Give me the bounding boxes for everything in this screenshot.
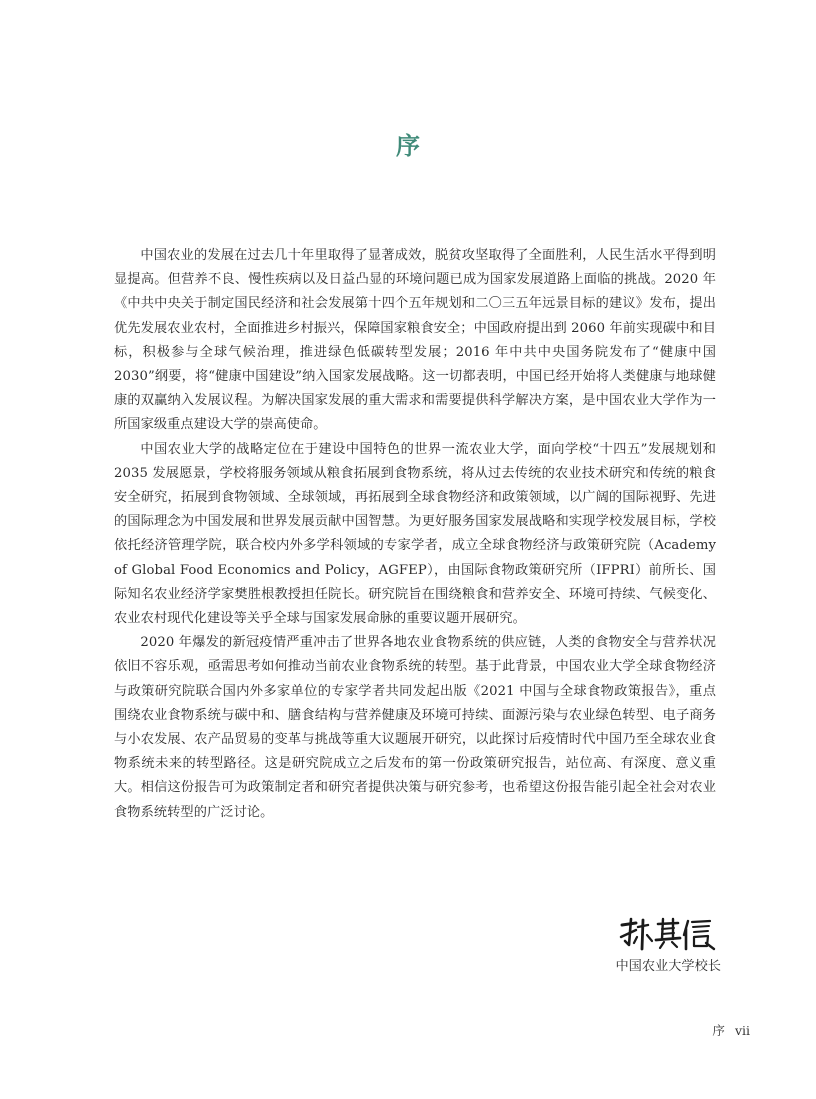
signer-title: 中国农业大学校长 bbox=[615, 959, 721, 974]
paragraph-3: 2020 年爆发的新冠疫情严重冲击了世界各地农业食物系统的供应链，人类的食物安全与营养状况依旧不容乐观，亟需思考如何推动当前农业食物系统的转型。基于此背景，中国农业大学全球食物经济与政策研究院联合国内外多家单位的专家学者共同发起出版《2021 中国与全球食物政策报告》，重点围绕农业食物系统与碳中和、膳食结构与营养健康及环境可持续、面源污染与农业绿色转型、电子商务与小农发展、农产品贸易的变革与挑战等重大议题展开研究，以此探讨后疫情时代中国乃至全球农业食物系统未来的转型路径。这是研究院成立之后发布的第一份政策研究报告，站位高、有深度、意义重大。相信这份报告可为政策制定者和研究者提供决策与研究参考，也希望这份报告能引起全社会对农业食物系统转型的广泛讨论。 bbox=[114, 635, 716, 820]
handwritten-signature bbox=[618, 915, 718, 955]
page-footer bbox=[712, 1022, 750, 1040]
paragraph-2: 中国农业大学的战略定位在于建设中国特色的世界一流农业大学，面向学校“十四五”发展规划和 2035 发展愿景，学校将服务领域从粮食拓展到食物系统，将从过去传统的农业技术研究和传统的粮食安全研究，拓展到食物领域、全球领域，再拓展到全球食物经济和政策领域，以广阔的国际视野、先进的国际理念为中国发展和世界发展贡献中国智慧。为更好服务国家发展战略和实现学校发展目标，学校依托经济管理学院，联合校内外多学科领域的专家学者，成立全球食物经济与政策研究院（Academy of Global Food Economics and Policy，AGFEP），由国际食物政策研究所（IFPRI）前所长、国际知名农业经济学家樊胜根教授担任院长。研究院旨在围绕粮食和营养安全、环境可持续、气候变化、农业农村现代化建设等关乎全球与国家发展命脉的重要议题开展研究。 bbox=[114, 441, 716, 627]
page-title: 序 bbox=[396, 131, 420, 161]
page-number: vii bbox=[734, 1023, 750, 1038]
preface-body bbox=[114, 244, 716, 825]
paragraph-1: 中国农业的发展在过去几十年里取得了显著成效，脱贫攻坚取得了全面胜利，人民生活水平得到明显提高。但营养不良、慢性疾病以及日益凸显的环境问题已成为国家发展道路上面临的挑战。2020 年《中共中央关于制定国民经济和社会发展第十四个五年规划和二〇三五年远景目标的建议》发布，提出优先发展农业农村，全面推进乡村振兴，保障国家粮食安全；中国政府提出到 2060 年前实现碳中和目标，积极参与全球气候治理，推进绿色低碳转型发展；2016 年中共中央国务院发布了“健康中国 2030”纲要，将“健康中国建设”纳入国家发展战略。这一切都表明，中国已经开始将人类健康与地球健康的双赢纳入发展议程。为解决国家发展的重大需求和需要提供科学解决方案，是中国农业大学作为一所国家级重点建设大学的崇高使命。 bbox=[114, 248, 716, 433]
signature-block bbox=[616, 915, 722, 977]
footer-section: 序 bbox=[712, 1023, 725, 1038]
